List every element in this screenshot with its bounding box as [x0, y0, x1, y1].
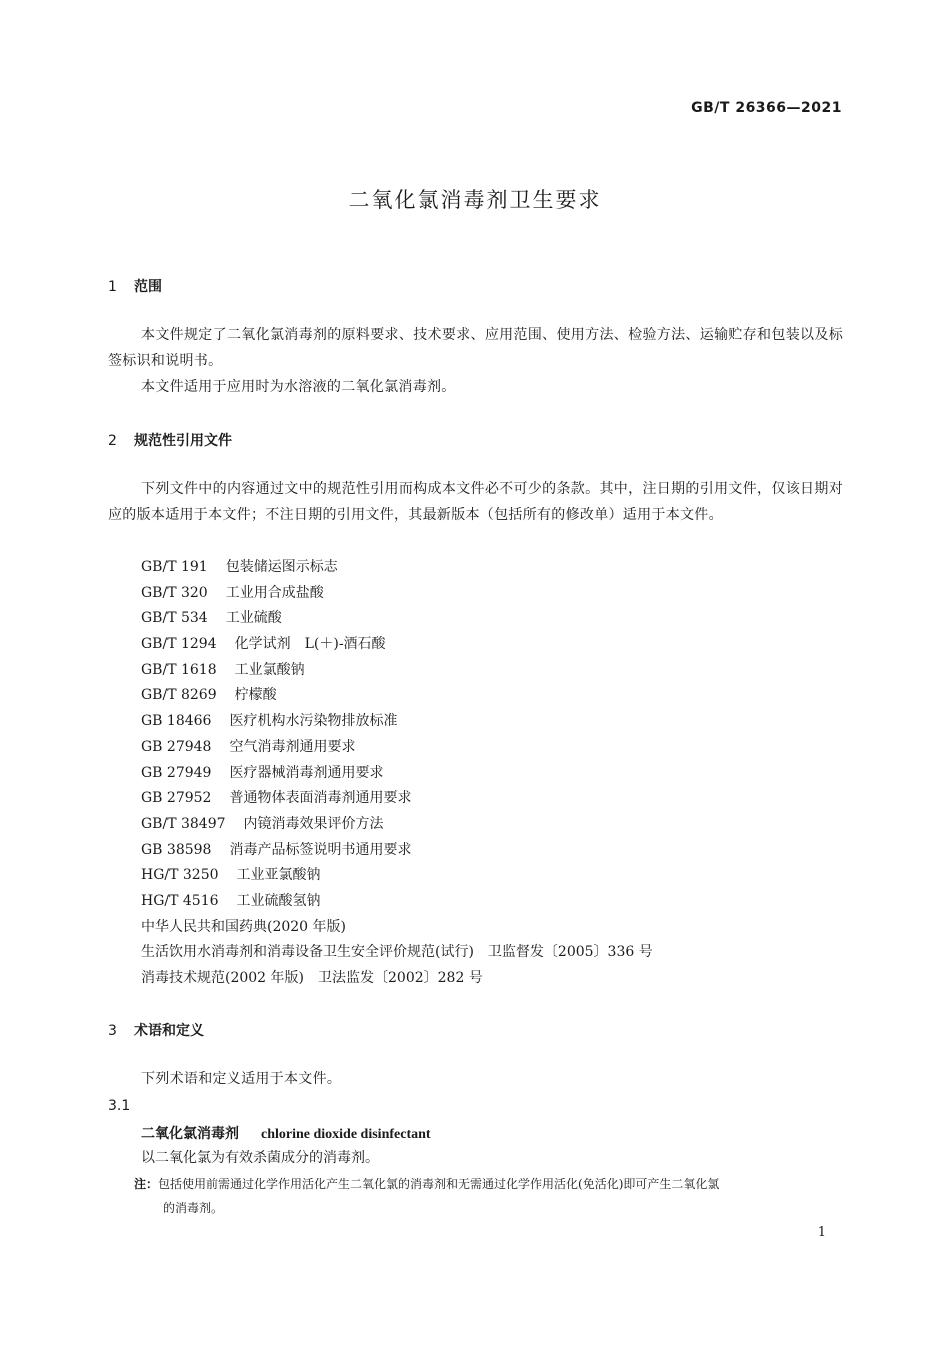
reference-title: 普通物体表面消毒剂通用要求 [229, 790, 412, 807]
scope-paragraph-1: 本文件规定了二氧化氯消毒剂的原料要求、技术要求、应用范围、使用方法、检验方法、运输贮存和包装以及标签标识和说明书。 [108, 327, 843, 369]
reference-title: 空气消毒剂通用要求 [229, 738, 356, 755]
reference-code: GB/T 320 [141, 584, 208, 601]
reference-title: 化学试剂 L(＋)-酒石酸 [234, 636, 386, 653]
reference-item [141, 709, 653, 735]
reference-item [141, 838, 653, 864]
reference-title: 工业硫酸氢钠 [236, 892, 321, 909]
reference-item [141, 683, 653, 709]
reference-title: 中华人民共和国药典(2020 年版) [141, 918, 347, 935]
reference-item [141, 761, 653, 787]
term-number: 3.1 [108, 1098, 131, 1114]
reference-title: 工业氯酸钠 [234, 661, 305, 678]
section-title: 规范性引用文件 [134, 433, 232, 449]
reference-code: GB 38598 [141, 841, 212, 858]
reference-item [141, 786, 653, 812]
reference-list [141, 555, 653, 992]
section-title: 术语和定义 [134, 1023, 204, 1039]
term-entry [141, 1123, 431, 1143]
reference-item [141, 658, 653, 684]
reference-item [141, 555, 653, 581]
term-english: chlorine dioxide disinfectant [261, 1127, 431, 1142]
reference-item [141, 863, 653, 889]
reference-code: GB/T 1294 [141, 636, 217, 653]
section-number: 1 [108, 279, 117, 295]
standard-number: GB/T 26366—2021 [691, 100, 842, 116]
reference-item [141, 812, 653, 838]
reference-item [141, 581, 653, 607]
term-definition: 以二氧化氯为有效杀菌成分的消毒剂。 [141, 1150, 379, 1166]
note-label: 注： [134, 1177, 159, 1191]
reference-title: 工业硫酸 [225, 610, 282, 627]
reference-title: 包装储运图示标志 [225, 559, 338, 575]
reference-item [141, 966, 653, 992]
note-text-continued: 的消毒剂。 [163, 1201, 224, 1215]
references-intro-paragraph: 下列文件中的内容通过文中的规范性引用而构成本文件必不可少的条款。其中，注日期的引用文件，仅该日期对应的版本适用于本文件；不注日期的引用文件，其最新版本（包括所有的修改单）适用于本文件。 [108, 481, 843, 523]
reference-code: GB 27949 [141, 764, 212, 781]
term-chinese: 二氧化氯消毒剂 [141, 1126, 239, 1142]
reference-code: GB 18466 [141, 713, 212, 730]
section-heading-terms-definitions [108, 1020, 204, 1040]
reference-title: 工业用合成盐酸 [225, 584, 324, 601]
reference-title: 生活饮用水消毒剂和消毒设备卫生安全评价规范(试行) 卫监督发〔2005〕336 号 [141, 944, 653, 961]
section-heading-normative-references [108, 430, 232, 450]
reference-title: 工业亚氯酸钠 [236, 867, 321, 884]
section-title: 范围 [134, 279, 162, 295]
section-heading-scope [108, 276, 162, 296]
reference-code: HG/T 3250 [141, 867, 219, 884]
reference-title: 消毒技术规范(2002 年版) 卫法监发〔2002〕282 号 [141, 970, 483, 986]
note-text: 包括使用前需通过化学作用活化产生二氧化氯的消毒剂和无需通过化学作用活化(免活化)即可产生二氧化氯 [158, 1177, 720, 1191]
page-number: 1 [817, 1225, 826, 1240]
reference-title: 消毒产品标签说明书通用要求 [229, 841, 412, 858]
reference-item [141, 889, 653, 915]
reference-item [141, 940, 653, 966]
reference-item [141, 632, 653, 658]
reference-item [141, 606, 653, 632]
reference-title: 医疗器械消毒剂通用要求 [229, 764, 384, 781]
reference-code: HG/T 4516 [141, 892, 219, 909]
reference-code: GB/T 1618 [141, 661, 217, 678]
reference-code: GB/T 8269 [141, 687, 217, 704]
section-number: 3 [108, 1023, 117, 1039]
scope-paragraph-2: 本文件适用于应用时为水溶液的二氧化氯消毒剂。 [141, 379, 456, 395]
reference-code: GB 27948 [141, 738, 212, 755]
reference-item [141, 915, 653, 941]
terms-intro-paragraph: 下列术语和定义适用于本文件。 [141, 1071, 342, 1087]
reference-title: 医疗机构水污染物排放标准 [229, 713, 398, 730]
reference-code: GB/T 191 [141, 559, 208, 575]
document-title: 二氧化氯消毒剂卫生要求 [348, 188, 602, 212]
section-number: 2 [108, 433, 117, 449]
term-note [134, 1172, 846, 1220]
reference-code: GB 27952 [141, 790, 212, 807]
reference-code: GB/T 38497 [141, 815, 226, 832]
reference-item [141, 735, 653, 761]
reference-title: 柠檬酸 [234, 687, 277, 704]
reference-title: 内镜消毒效果评价方法 [243, 815, 384, 832]
reference-code: GB/T 534 [141, 610, 208, 627]
